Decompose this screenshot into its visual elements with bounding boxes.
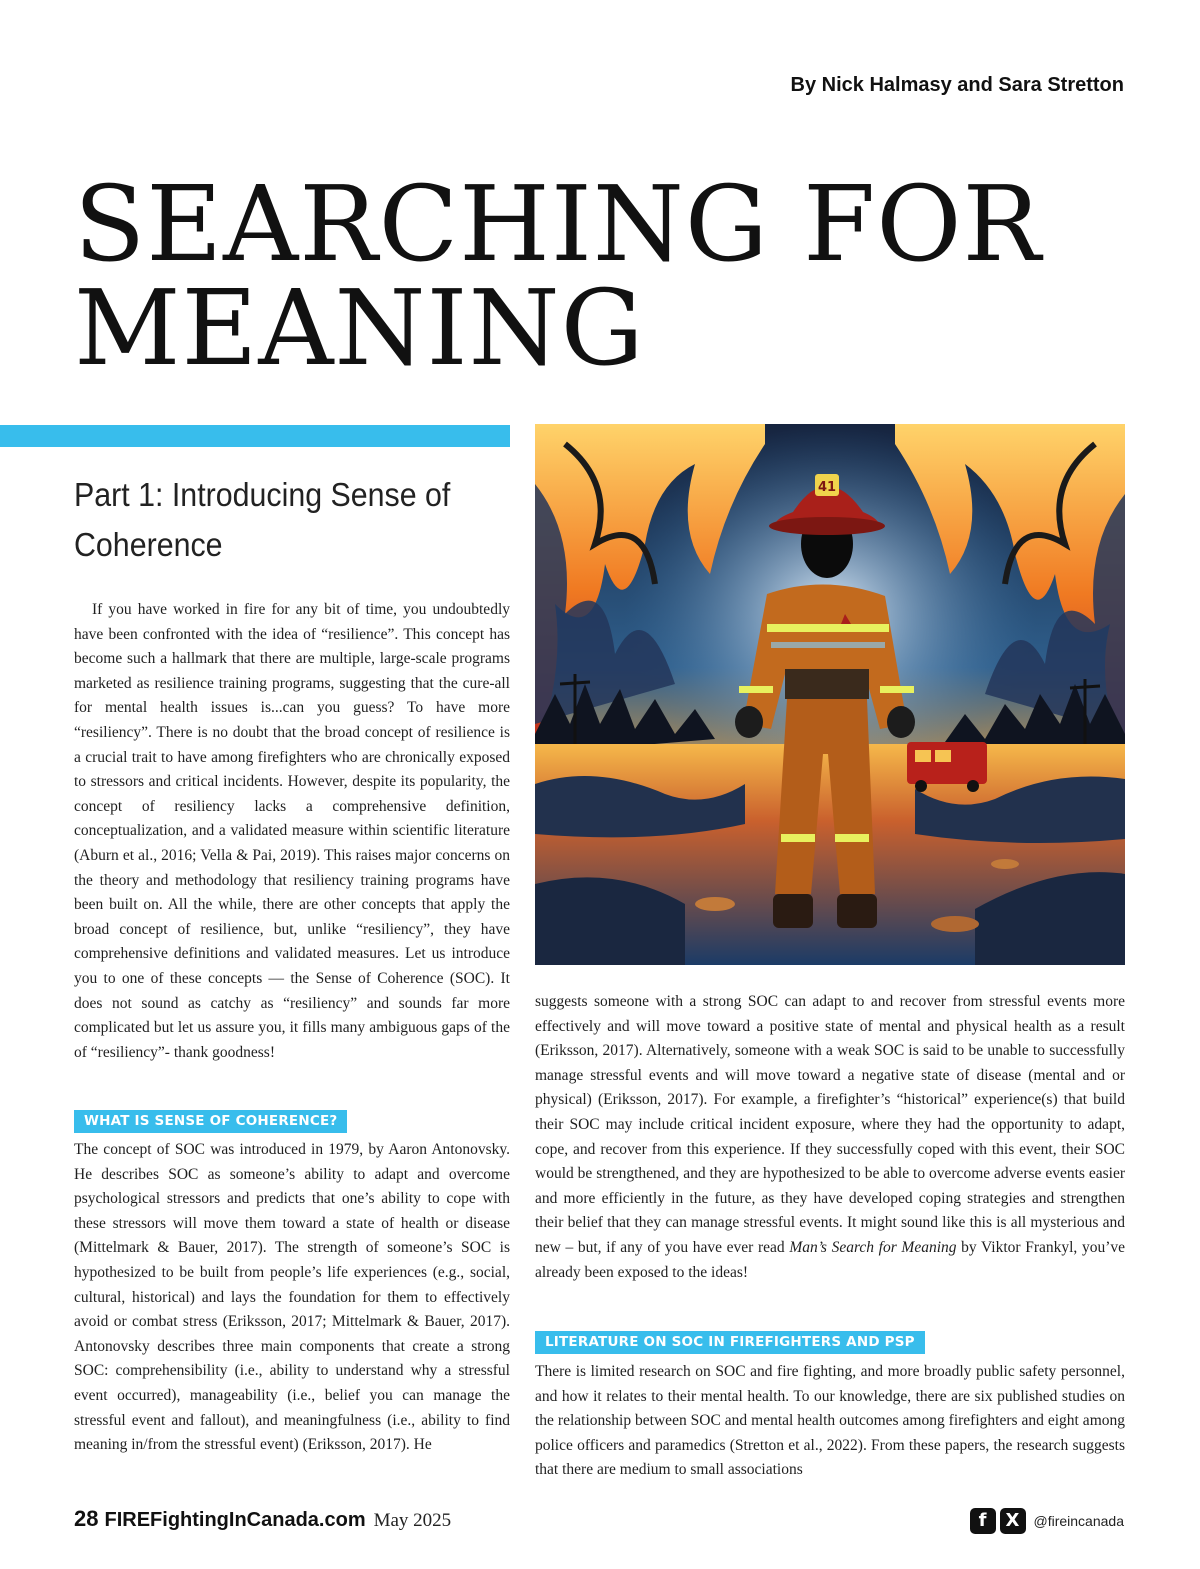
paragraph-text-end: by Viktor Frankyl, you’ve already been exposed to the ideas! (535, 1238, 1125, 1281)
page-number: 28 (74, 1506, 99, 1531)
right-column-paragraph (535, 990, 1125, 1285)
paragraph-text-start: suggests someone with a strong SOC can adapt to and recover from stressful events more effectively and will move toward a positive state of mental and physical health as a result (Eriksson, 2017). Alternatively, someone with a weak SOC is said to be unable to successfully manage stressful events and will move toward a negative state of disease (mental and or physical) (Eriksson, 2017). For example, a firefighter’s “historical” experience(s) that build their SOC may include critical incident exposure, where they had the opportunity to adapt, cope, and recover from this experience. If they successfully coped with this event, their SOC would be strengthened, and they are hypothesized to be able to overcome adverse events easier and more efficiently in the future, as they have developed coping strategies and strengthen their belief that they can manage stressful events. It might sound like this is all mysterious and new – but, if any of you have ever read (535, 993, 1125, 1256)
helmet-number: 41 (817, 480, 837, 495)
section-heading-what-is-soc: WHAT IS SENSE OF COHERENCE? (74, 1110, 347, 1133)
section-heading-literature: LITERATURE ON SOC IN FIREFIGHTERS AND PSP (535, 1331, 925, 1354)
book-title: Man’s Search for Meaning (789, 1238, 957, 1256)
section1-paragraph: The concept of SOC was introduced in 1979, by Aaron Antonovsky. He describes SOC as someone’s ability to adapt and overcome psychological stressors and predicts that one’s ability to cope with these stressors will move them toward a state of health or disease (Mittelmark & Bauer, 2017). The strength of someone’s SOC is hypothesized to be built from people’s life experiences (e.g., social, cultural, historical) and lays the foundation for them to effectively avoid or combat stress (Eriksson, 2017; Mittelmark & Bauer, 2017). Antonovsky describes three main components that create a strong SOC: comprehensibility (i.e., ability to understand why a stressful event occurred), manageability (i.e., belief you can manage the stressful event and fallout), and meaningfulness (i.e., ability to find meaning in/from the stressful event) (Eriksson, 2017). He (74, 1141, 510, 1454)
site-name: FIREFightingInCanada.com (104, 1509, 366, 1531)
x-twitter-icon[interactable]: X (1000, 1508, 1026, 1534)
headline (74, 163, 1134, 389)
footer-social (970, 1508, 1125, 1534)
byline: By Nick Halmasy and Sara Stretton (790, 74, 1124, 96)
footer-folio (74, 1506, 451, 1532)
issue-date: May 2025 (373, 1510, 452, 1531)
facebook-icon[interactable]: f (970, 1508, 996, 1534)
social-handle[interactable]: @fireincanada (1033, 1513, 1124, 1529)
article-subtitle: Part 1: Introducing Sense of Coherence (74, 476, 451, 563)
hero-illustration-firefighter (535, 424, 1125, 965)
firefighter-illustration (535, 424, 1125, 965)
intro-paragraph: If you have worked in fire for any bit of time, you undoubtedly have been confronted with the idea of “resilience”. This concept has become such a hallmark that there are multiple, large-scale programs marketed as resilience training programs, suggesting that the cure-all for mental health issues is...can you guess? To have more “resiliency”. There is no doubt that the broad concept of resilience is a crucial trait to have among firefighters who are chronically exposed to stressors and critical incidents. However, despite its popularity, the concept of resiliency lacks a comprehensive definition, conceptualization, and a validated measure within scientific literature (Aburn et al., 2016; Vella & Pai, 2019). This raises major concerns on the theory and methodology that resiliency training programs have been built on. All the while, there are other concepts that apply the broad concept of resilience, but, unlike “resiliency”, they have comprehensive definitions and validated measures. Let us introduce you to one of these concepts — the Sense of Coherence (SOC). It does not sound as catchy as “resiliency” and sounds far more complicated but let us assure you, it fills many ambiguous gaps of the of “resiliency”- thank goodness! (74, 601, 510, 1061)
section2-paragraph: There is limited research on SOC and fire fighting, and more broadly public safety personnel, and how it relates to their mental health. To our knowledge, there are six published studies on the relationship between SOC and mental health outcomes among firefighters and eight among police officers and paramedics (Stretton et al., 2022). From these papers, the research suggests that there are medium to small associations (535, 1363, 1125, 1479)
accent-bar (0, 425, 510, 447)
headline-line-2: MEANING (74, 267, 645, 389)
headline-line-1: SEARCHING FOR (74, 163, 1042, 285)
